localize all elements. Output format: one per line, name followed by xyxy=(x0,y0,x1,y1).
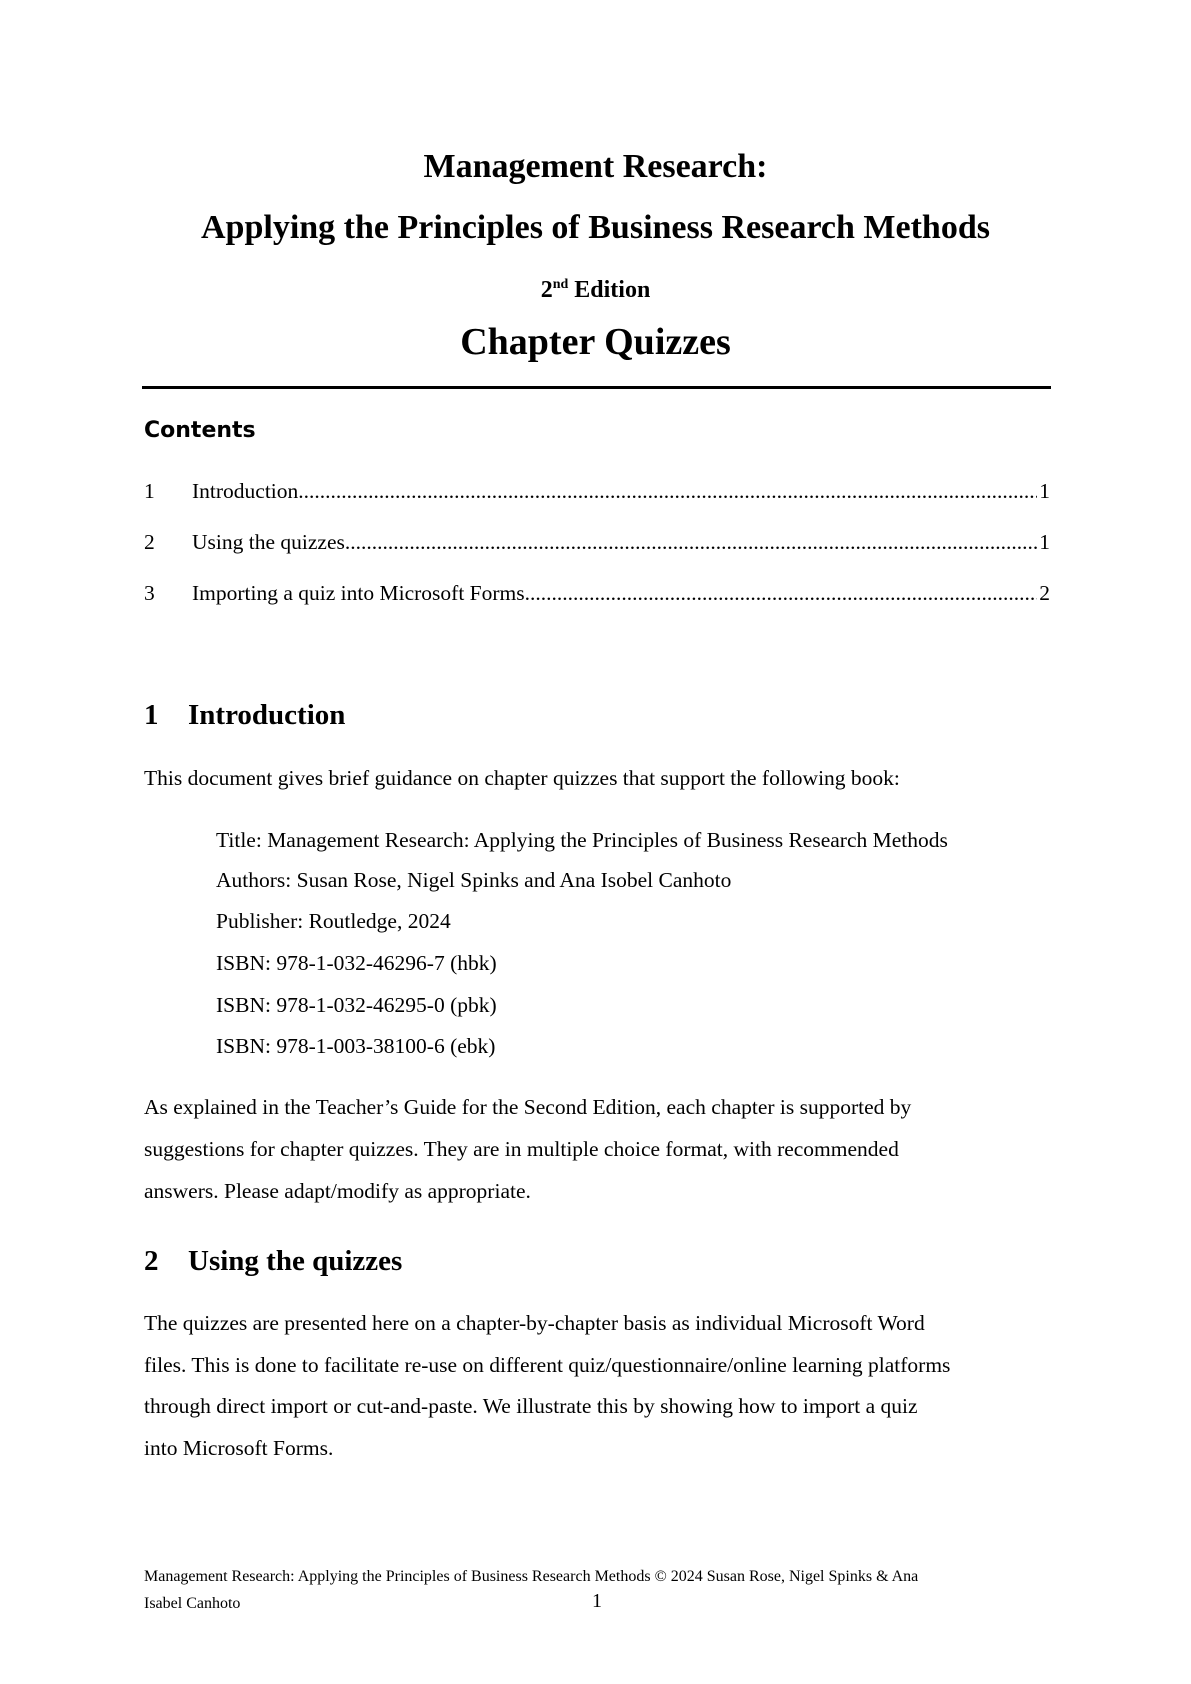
toc-title: Introduction xyxy=(192,479,299,503)
section2-heading xyxy=(144,1241,402,1281)
toc-item[interactable] xyxy=(144,476,1050,506)
toc-num: 1 xyxy=(144,479,155,503)
toc-page: 1 xyxy=(1039,530,1050,554)
edition-number: 2 xyxy=(540,277,553,303)
contents-heading: Contents xyxy=(144,418,256,443)
toc-item[interactable] xyxy=(144,527,1050,557)
toc-item[interactable] xyxy=(144,578,1050,608)
toc-leader xyxy=(345,527,1037,557)
subtitle: Chapter Quizzes xyxy=(460,321,731,363)
page-number: 1 xyxy=(592,1590,602,1612)
section2-para-line: through direct import or cut-and-paste. We illustrate this by showing how to import a quiz xyxy=(144,1394,918,1418)
section-title: Using the quizzes xyxy=(188,1245,403,1277)
footer-line1: Management Research: Applying the Principles of Business Research Methods © 2024 Susan Rose, Nigel Spinks & Ana xyxy=(144,1568,919,1585)
section-title: Introduction xyxy=(188,699,346,731)
section1-para-line: As explained in the Teacher’s Guide for the Second Edition, each chapter is supported by xyxy=(144,1095,912,1119)
toc-title: Importing a quiz into Microsoft Forms xyxy=(192,581,525,605)
book-authors: Authors: Susan Rose, Nigel Spinks and Ana Isobel Canhoto xyxy=(216,868,732,892)
book-isbn-hbk: ISBN: 978-1-032-46296-7 (hbk) xyxy=(216,951,497,975)
section2-para-line: into Microsoft Forms. xyxy=(144,1436,334,1460)
section2-para-line: The quizzes are presented here on a chapter-by-chapter basis as individual Microsoft Word xyxy=(144,1311,925,1335)
section1-intro: This document gives brief guidance on chapter quizzes that support the following book: xyxy=(144,766,900,790)
book-publisher: Publisher: Routledge, 2024 xyxy=(216,909,451,933)
section-number: 1 xyxy=(144,699,159,731)
toc-num: 2 xyxy=(144,530,155,554)
section1-para-line: answers. Please adapt/modify as appropriate. xyxy=(144,1179,531,1203)
edition-label: Edition xyxy=(568,277,651,303)
edition-suffix: nd xyxy=(552,277,569,292)
section1-heading xyxy=(144,695,345,735)
toc-leader xyxy=(298,476,1037,506)
section-number: 2 xyxy=(144,1245,159,1277)
footer-line2: Isabel Canhoto xyxy=(144,1595,241,1612)
toc-title: Using the quizzes xyxy=(192,530,345,554)
section2-para-line: files. This is done to facilitate re-use on different quiz/questionnaire/online learning platforms xyxy=(144,1353,951,1377)
toc-num: 3 xyxy=(144,581,155,605)
toc-page: 1 xyxy=(1039,479,1050,503)
edition xyxy=(0,269,1191,301)
book-isbn-ebk: ISBN: 978-1-003-38100-6 (ebk) xyxy=(216,1034,496,1058)
title-line1: Management Research: xyxy=(423,148,768,185)
title-rule xyxy=(142,386,1051,389)
toc-page: 2 xyxy=(1039,581,1050,605)
book-isbn-pbk: ISBN: 978-1-032-46295-0 (pbk) xyxy=(216,993,497,1017)
section1-para-line: suggestions for chapter quizzes. They are in multiple choice format, with recommended xyxy=(144,1137,899,1161)
title-line2: Applying the Principles of Business Research Methods xyxy=(201,209,990,246)
toc-leader xyxy=(525,578,1038,608)
book-title: Title: Management Research: Applying the Principles of Business Research Methods xyxy=(216,828,948,852)
